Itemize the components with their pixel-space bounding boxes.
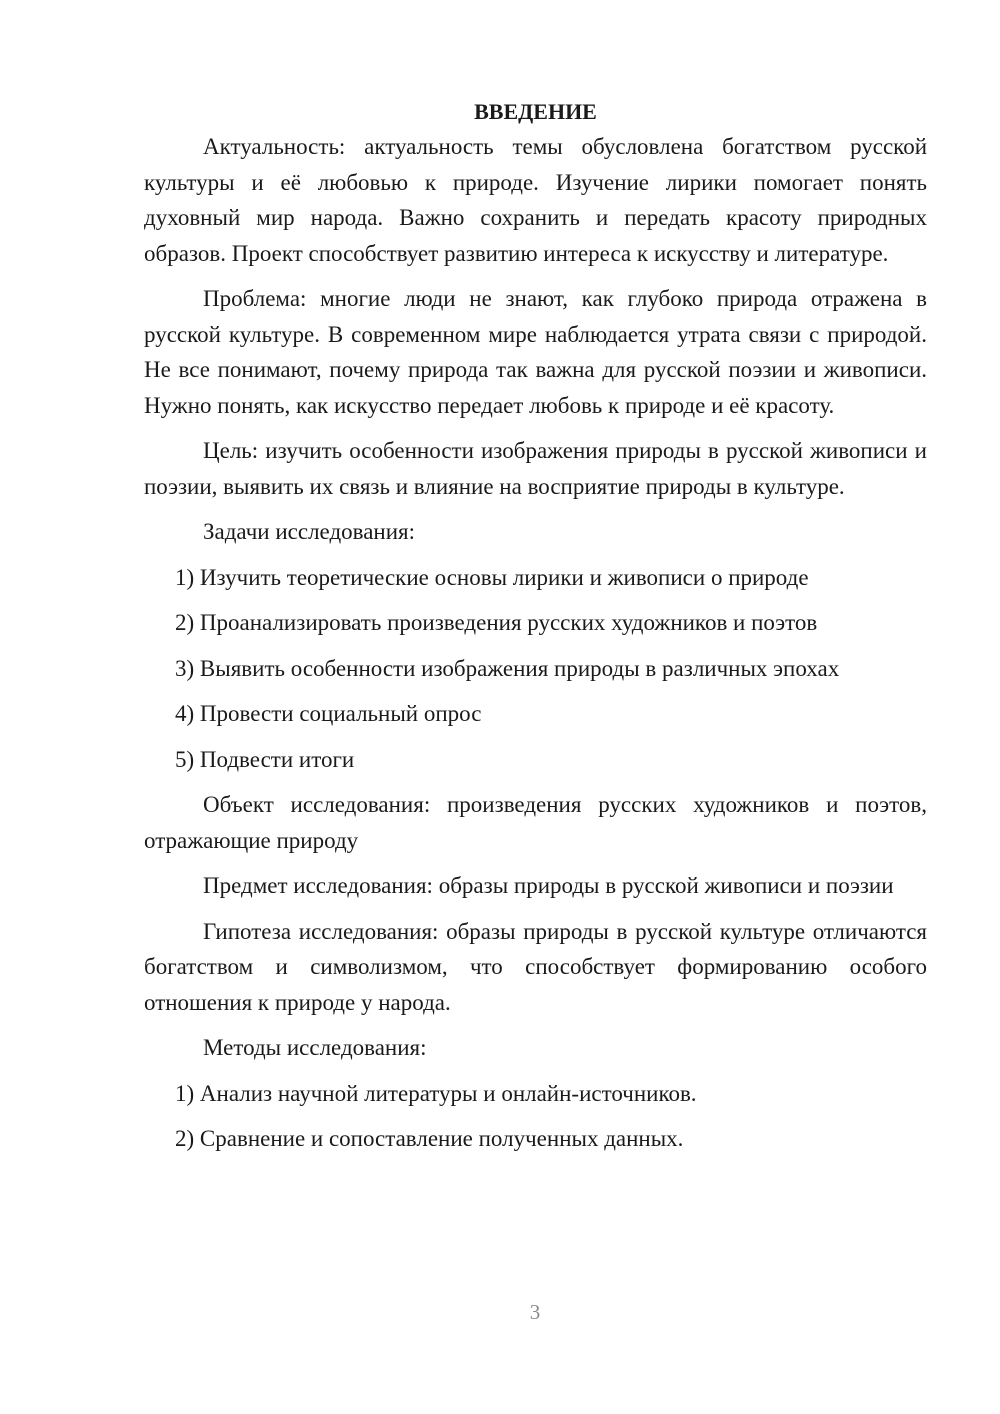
method-item: 2) Сравнение и сопоставление полученных данных. xyxy=(175,1126,684,1151)
task-item: 1) Изучить теоретические основы лирики и живописи о природе xyxy=(175,564,809,590)
problem-paragraph: Проблема: многие люди не знают, как глубоко природа отражена в русской культуре. В современном мире наблюдается утрата связи с природой. Не все понимают, почему природа так важна для русской поэзии и живописи. Нужно понять, как искусство передает любовь к природе и её красоту. xyxy=(144,286,927,418)
tasks-heading: Задачи исследования: xyxy=(203,519,416,544)
page-title: ВВЕДЕНИЕ xyxy=(474,99,597,124)
task-item: 3) Выявить особенности изображения природы в различных эпохах xyxy=(175,655,840,681)
page-number: 3 xyxy=(529,1300,541,1324)
task-item: 2) Проанализировать произведения русских художников и поэтов xyxy=(175,610,818,635)
task-item: 5) Подвести итоги xyxy=(175,746,355,772)
subject-paragraph: Предмет исследования: образы природы в русской живописи и поэзии xyxy=(203,873,894,898)
method-item: 1) Анализ научной литературы и онлайн-источников. xyxy=(175,1080,697,1106)
relevance-paragraph: Актуальность: актуальность темы обусловлена богатством русской культуры и её любовью к природе. Изучение лирики помогает понять духовный мир народа. Важно сохранить и передать красоту природных образов. Проект способствует развитию интереса к искусству и литературе. xyxy=(144,134,927,266)
page-content xyxy=(144,94,927,1167)
goal-paragraph: Цель: изучить особенности изображения природы в русской живописи и поэзии, выявить их связь и влияние на восприятие природы в культуре. xyxy=(144,438,927,499)
object-paragraph: Объект исследования: произведения русских художников и поэтов, отражающие природу xyxy=(144,792,927,853)
task-item: 4) Провести социальный опрос xyxy=(175,701,482,726)
methods-heading: Методы исследования: xyxy=(203,1035,427,1060)
hypothesis-paragraph: Гипотеза исследования: образы природы в русской культуре отличаются богатством и символизмом, что способствует формированию особого отношения к природе у народа. xyxy=(144,918,927,1015)
